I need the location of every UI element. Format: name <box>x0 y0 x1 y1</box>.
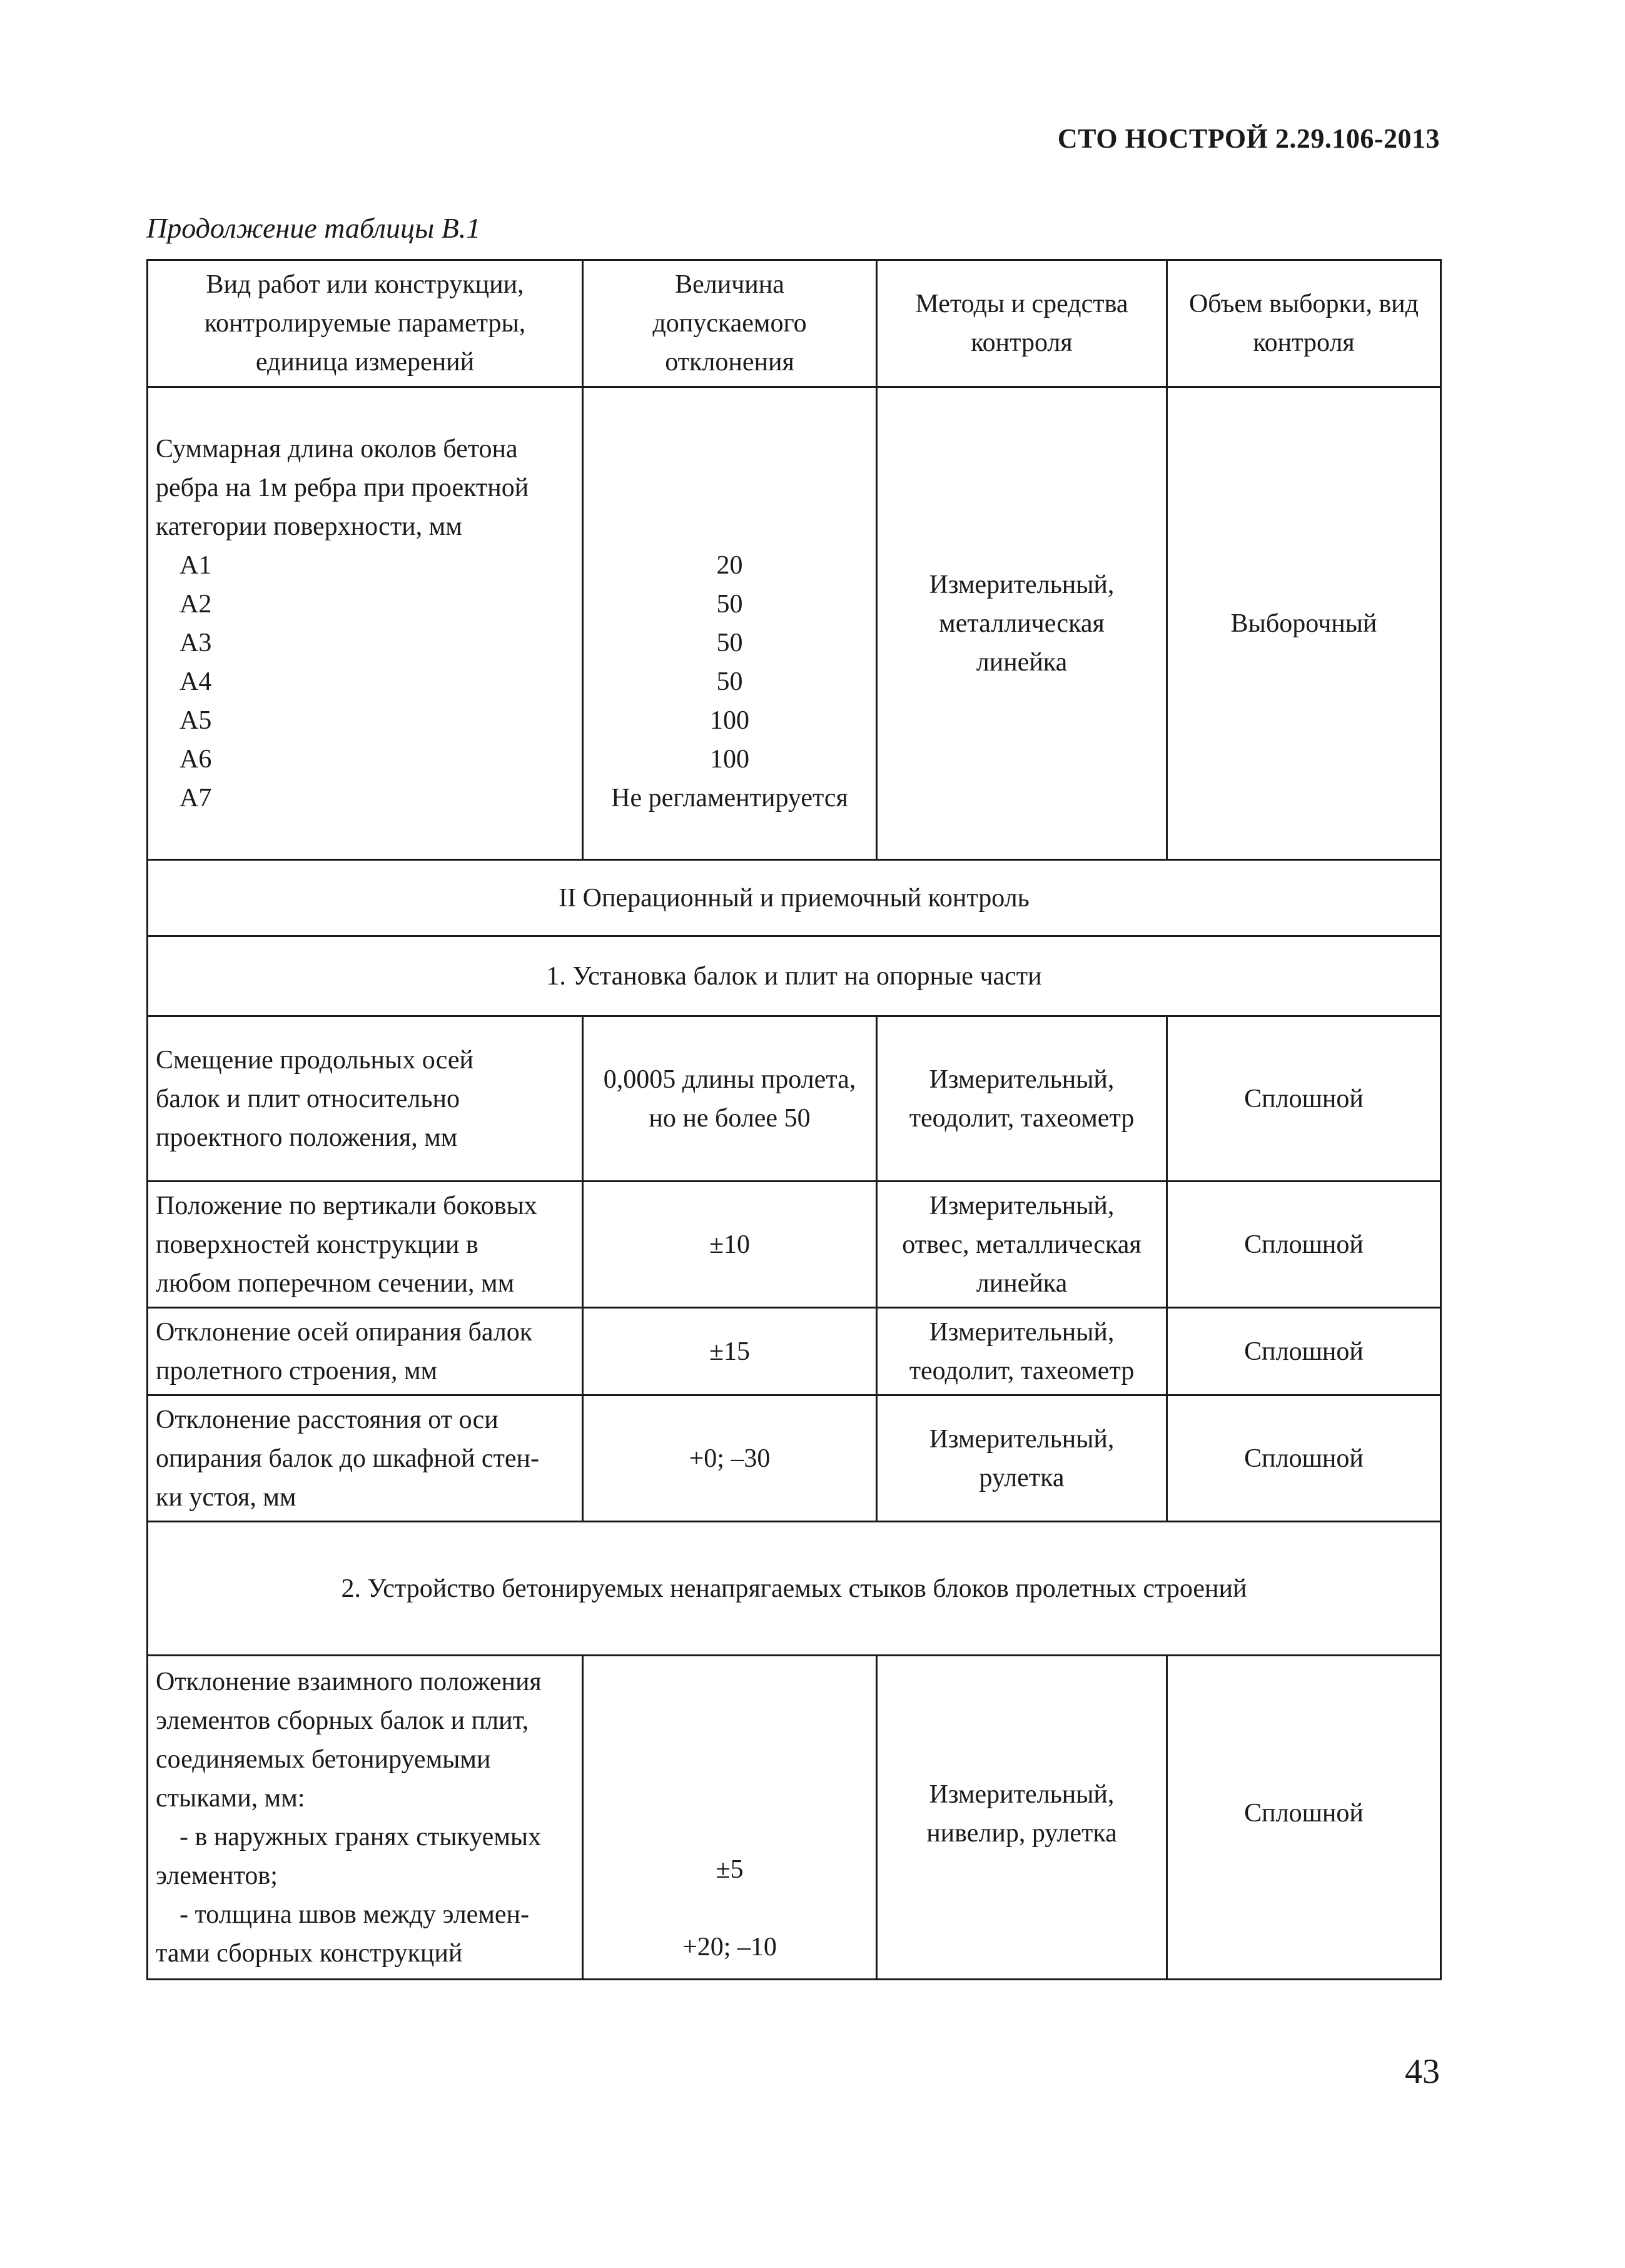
section-row <box>148 860 1441 936</box>
method-cell: Измерительный, металлическая линейка <box>877 387 1167 860</box>
subsection-row <box>148 1522 1441 1656</box>
header-cell-work-type: Вид работ или конструкции, контролируемые параметры, единица измерений <box>148 260 583 387</box>
param-cell: Суммарная длина околов бетона ребра на 1м ребра при проектной категории поверхности, мм А1 А2 А3 А4 А5 А6 А7 <box>148 387 583 860</box>
header-cell-methods: Методы и средства контроля <box>877 260 1167 387</box>
param-cell: Отклонение осей опирания балок пролетного строения, мм <box>148 1308 583 1395</box>
method-cell: Измерительный, рулетка <box>877 1395 1167 1522</box>
table-row <box>148 1016 1441 1182</box>
tolerance-table <box>146 259 1442 1980</box>
subsection-title: 2. Устройство бетонируемых ненапрягаемых стыков блоков пролетных строений <box>148 1522 1441 1656</box>
method-cell: Измерительный, теодолит, тахеометр <box>877 1016 1167 1182</box>
value-cell: 20 50 50 50 100 100 Не регламентируется <box>583 387 877 860</box>
method-cell: Измерительный, отвес, металлическая линейка <box>877 1182 1167 1308</box>
volume-cell: Сплошной <box>1167 1656 1441 1980</box>
volume-cell: Выборочный <box>1167 387 1441 860</box>
table-row <box>148 1395 1441 1522</box>
page-number: 43 <box>1405 2052 1440 2091</box>
param-cell: Смещение продольных осей балок и плит относительно проектного положения, мм <box>148 1016 583 1182</box>
param-cell: Отклонение взаимного положения элементов сборных балок и плит, соединяемых бетонируемыми стыками, мм: - в наружных гранях стыкуемых элементов; - толщина швов между элемен- тами сборных конструкций <box>148 1656 583 1980</box>
value-cell: ±5 +20; –10 <box>583 1656 877 1980</box>
section-title: II Операционный и приемочный контроль <box>148 860 1441 936</box>
document-code: СТО НОСТРОЙ 2.29.106-2013 <box>1057 123 1440 154</box>
value-cell: 0,0005 длины пролета, но не более 50 <box>583 1016 877 1182</box>
param-cell: Положение по вертикали боковых поверхностей конструкции в любом поперечном сечении, мм <box>148 1182 583 1308</box>
param-cell: Отклонение расстояния от оси опирания балок до шкафной стен- ки устоя, мм <box>148 1395 583 1522</box>
header-cell-tolerance: Величина допускаемого отклонения <box>583 260 877 387</box>
volume-cell: Сплошной <box>1167 1016 1441 1182</box>
table-header-row <box>148 260 1441 387</box>
table-row <box>148 387 1441 860</box>
method-cell: Измерительный, нивелир, рулетка <box>877 1656 1167 1980</box>
value-cell: ±10 <box>583 1182 877 1308</box>
method-cell: Измерительный, теодолит, тахеометр <box>877 1308 1167 1395</box>
table-row <box>148 1182 1441 1308</box>
volume-cell: Сплошной <box>1167 1182 1441 1308</box>
value-cell: ±15 <box>583 1308 877 1395</box>
table-row <box>148 1656 1441 1980</box>
subsection-title: 1. Установка балок и плит на опорные части <box>148 936 1441 1016</box>
volume-cell: Сплошной <box>1167 1308 1441 1395</box>
subsection-row <box>148 936 1441 1016</box>
volume-cell: Сплошной <box>1167 1395 1441 1522</box>
value-cell: +0; –30 <box>583 1395 877 1522</box>
header-cell-volume: Объем выборки, вид контроля <box>1167 260 1441 387</box>
table-caption: Продолжение таблицы В.1 <box>146 212 481 244</box>
table-row <box>148 1308 1441 1395</box>
